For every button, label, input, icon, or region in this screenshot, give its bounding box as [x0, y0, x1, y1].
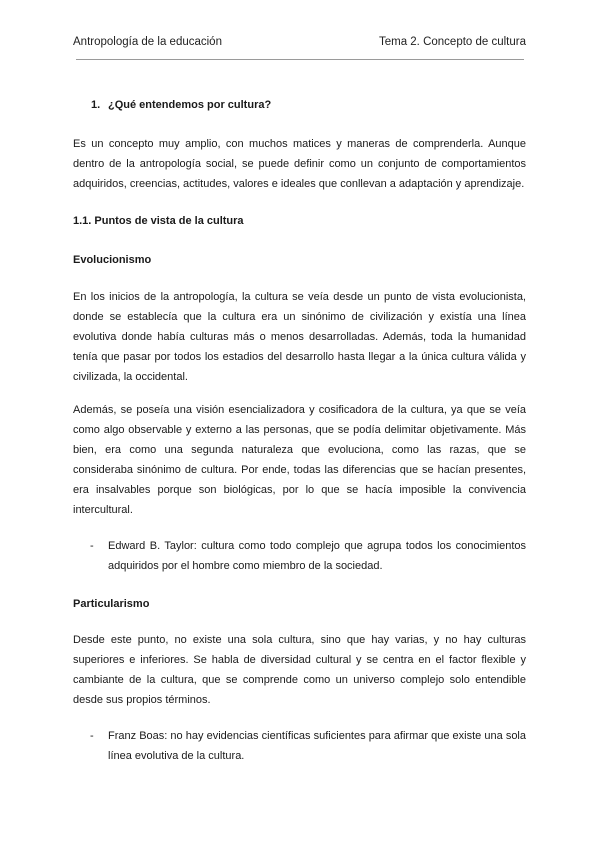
- header-course-title: Antropología de la educación: [73, 36, 222, 48]
- evolucionismo-paragraph-2: Además, se poseía una visión esencializadora y cosificadora de la cultura, ya que se veía como algo observable y externo a las personas, que se podía delimitar objetivamente. Más bien, era como una segunda naturaleza que evoluciona, como las razas, que se consideraba sinónimo de cultura. Por ende, todas las diferencias que se hacían presentes, era insalvables porque son biológicas, por lo que se hacía imposible la convivencia intercultural.: [73, 404, 526, 516]
- evolucionismo-paragraph-1: En los inicios de la antropología, la cultura se veía desde un punto de vista evolucionista, donde se establecía que la cultura era un sinónimo de civilización y existía una línea evolutiva donde había culturas más o menos desarrolladas. Además, toda la humanidad tenía que pasar por todos los estadios del desarrollo hasta llegar a la única cultura válida y civilizada, la occidental.: [73, 291, 526, 383]
- particularismo-paragraph: Desde este punto, no existe una sola cultura, sino que hay varias, y no hay culturas superiores e inferiores. Se habla de diversidad cultural y se centra en el factor flexible y cambiante de la cultura, que se comprende como un universo complejo solo entendible desde sus propios términos.: [73, 634, 526, 706]
- header-divider: [76, 59, 524, 60]
- section-1-paragraph: Es un concepto muy amplio, con muchos matices y maneras de comprenderla. Aunque dentro de la antropología social, se puede definir como un conjunto de comportamientos adquiridos, creencias, actitudes, valores e ideales que conllevan a adaptación y aprendizaje.: [73, 138, 526, 190]
- bullet-dash: -: [90, 540, 94, 552]
- header-topic-title: Tema 2. Concepto de cultura: [378, 36, 526, 48]
- bullet-text-taylor: Edward B. Taylor: cultura como todo complejo que agrupa todos los conocimientos adquiridos por el hombre como miembro de la sociedad.: [108, 540, 526, 572]
- bullet-text-boas: Franz Boas: no hay evidencias científicas suficientes para afirmar que existe una sola línea evolutiva de la cultura.: [108, 730, 526, 762]
- evolucionismo-heading: Evolucionismo: [73, 254, 152, 266]
- section-1-number: 1.: [91, 99, 101, 111]
- section-1-title: ¿Qué entendemos por cultura?: [108, 99, 272, 111]
- section-1-heading: [73, 95, 526, 115]
- particularismo-heading: Particularismo: [73, 598, 150, 610]
- section-1-1-heading: 1.1. Puntos de vista de la cultura: [73, 215, 244, 227]
- bullet-dash: -: [90, 730, 94, 742]
